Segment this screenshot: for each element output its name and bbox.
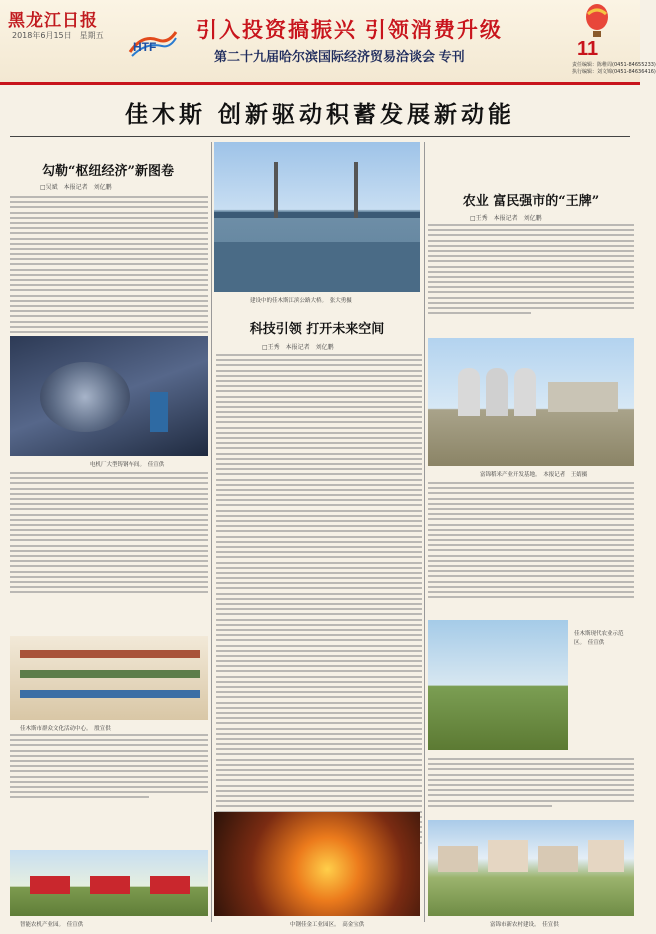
newspaper-logo: 黑龙江日报 <box>8 11 98 31</box>
article-byline-tech: □王秀 本报记者 刘亿鹏 <box>262 344 334 351</box>
article-body-agriculture-2 <box>428 482 634 601</box>
article-title-tech: 科技引领 打开未来空间 <box>249 322 385 337</box>
article-body-tech <box>216 354 422 852</box>
headline-rule <box>10 136 630 137</box>
expo-subtitle: 第二十九届哈尔滨国际经济贸易洽谈会 专刊 <box>214 49 465 64</box>
masthead-rule <box>0 82 640 85</box>
balloon-icon <box>582 4 612 38</box>
editor-credits: 责任编辑：陈稚周(0451-84655233) 执行编辑：刘文锦(0451-84636416) <box>572 62 656 75</box>
page-headline: 佳木斯 创新驱动积蓄发展新动能 <box>124 101 515 128</box>
issue-date: 2018年6月15日 星期五 <box>12 31 104 40</box>
article-body-agriculture-3 <box>428 758 634 810</box>
industry-photo <box>10 336 208 456</box>
masthead <box>0 0 656 82</box>
article-title-hub: 勾勒“枢纽经济”新图卷 <box>42 164 174 179</box>
expo-slogan: 引入投资搞振兴 引领消费升级 <box>196 19 503 42</box>
article-body-hub-3 <box>10 734 208 801</box>
farm-photo <box>428 338 634 466</box>
caption-farm: 富锦稻米产业开发基地。 本报记者 王婧摄 <box>480 472 588 478</box>
column-divider-right <box>424 142 425 922</box>
caption-bridge: 建设中的佳木斯江滨公路大桥。 张大勇摄 <box>250 298 352 304</box>
steel-photo <box>214 812 420 916</box>
article-title-agriculture: 农业 富民强市的“王牌” <box>462 194 600 209</box>
library-photo <box>10 636 208 720</box>
caption-tractor: 智能农机产业园。 佳宣供 <box>20 922 84 928</box>
bridge-photo <box>214 142 420 292</box>
caption-industry: 电机厂大型铸钢车间。 佳宣供 <box>90 462 165 468</box>
caption-modern-ag: 佳木斯现代农业示范区。 佳宣供 <box>574 631 624 646</box>
tractor-photo <box>10 850 208 916</box>
modern-ag-photo <box>428 620 568 750</box>
article-body-hub-2 <box>10 472 208 597</box>
town-photo <box>428 820 634 916</box>
caption-town: 富锦市新农村建设。 佳宣供 <box>490 922 559 928</box>
column-divider-left <box>211 142 212 922</box>
article-byline-agriculture: □王秀 本报记者 刘亿鹏 <box>470 215 542 222</box>
caption-library: 佳木斯市群众文化活动中心。 殷宣供 <box>20 726 111 732</box>
page-number: 11 <box>577 38 599 60</box>
article-body-agriculture <box>428 224 634 317</box>
article-body-hub <box>10 196 208 357</box>
article-byline-hub: □吴斌 本报记者 刘亿鹏 <box>40 184 112 191</box>
caption-steel: 中钢佳金工业园区。 高金宝供 <box>290 922 365 928</box>
htf-brand: HTF <box>133 40 157 54</box>
